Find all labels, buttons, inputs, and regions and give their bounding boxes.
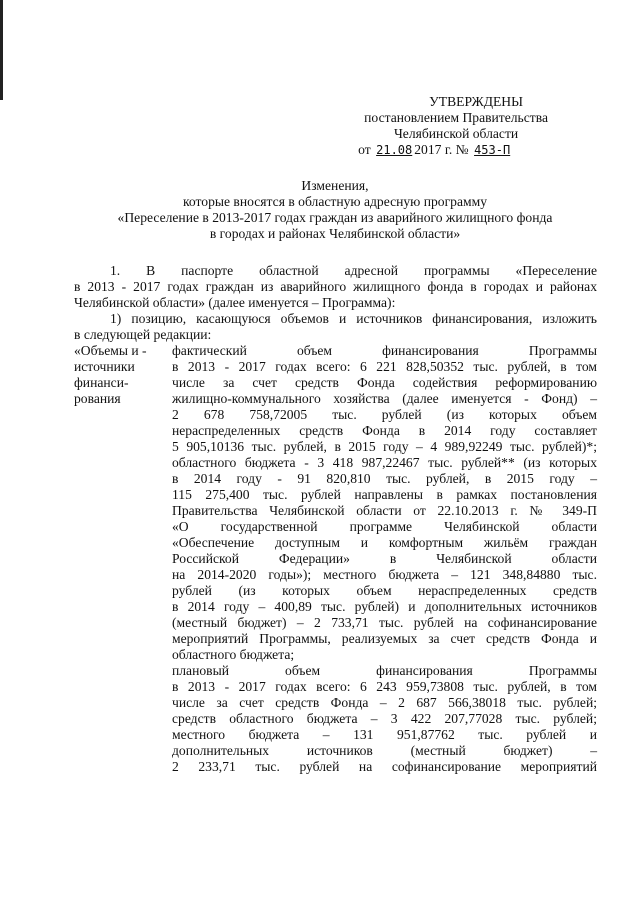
- content-line: Российской Федерации» в Челябинской области: [172, 551, 597, 566]
- content-line: рублей (из которых объем нераспределенных средств: [172, 583, 597, 598]
- content-line: местного бюджета – 131 951,87762 тыс. рублей и: [172, 727, 597, 742]
- content-line: числе за счет средств Фонда содействия реформированию: [172, 375, 597, 390]
- label-line-1: «Объемы и -: [74, 343, 147, 358]
- handwritten-number: 453-П: [474, 143, 511, 157]
- content-line: средств областного бюджета – 3 422 207,77028 тыс. рублей;: [172, 711, 597, 726]
- content-line: областного бюджета;: [172, 647, 295, 662]
- para2-line-1: 1) позицию, касающуюся объемов и источников финансирования, изложить: [110, 311, 597, 326]
- approval-line-1: постановлением Правительства: [364, 110, 548, 125]
- content-line: 2 233,71 тыс. рублей на софинансирование мероприятий: [172, 759, 597, 774]
- approval-line-2: Челябинской области: [393, 126, 519, 141]
- content-line: нераспределенных средств Фонда в 2014 году составляет: [172, 423, 597, 438]
- content-line: мероприятий Программы, реализуемых за счет средств Фонда и: [172, 631, 597, 646]
- content-line: 5 905,10136 тыс. рублей, в 2015 году – 4 989,92249 тыс. рублей)*;: [172, 439, 597, 454]
- content-line: Правительства Челябинской области от 22.10.2013 г. № 349-П: [172, 503, 597, 518]
- approval-date-line: [358, 142, 548, 158]
- content-line: 2 678 758,72005 тыс. рублей (из которых объем: [172, 407, 597, 422]
- content-line: 115 275,400 тыс. рублей направлены в рамках постановления: [172, 487, 597, 502]
- content-line: в 2014 году - 91 820,810 тыс. рублей, в 2015 году –: [172, 471, 597, 486]
- content-line: областного бюджета - 3 418 987,22467 тыс. рублей** (из которых: [172, 455, 597, 470]
- content-line: дополнительных источников (местный бюджет) –: [172, 743, 597, 758]
- document-body: [74, 263, 597, 775]
- handwritten-date: 21.08: [376, 143, 413, 157]
- content-line: фактический объем финансирования Программы: [172, 343, 597, 358]
- approval-heading: УТВЕРЖДЕНЫ: [429, 94, 523, 109]
- document-title: [70, 178, 600, 242]
- funding-label: [74, 343, 172, 775]
- content-line: в 2013 - 2017 годах всего: 6 243 959,73808 тыс. рублей, в том: [172, 679, 597, 694]
- funding-content: [172, 343, 597, 775]
- label-line-3: финанси-: [74, 375, 129, 390]
- content-line: (местный бюджет) – 2 733,71 тыс. рублей на софинансирование: [172, 615, 597, 630]
- approval-block: [358, 94, 548, 158]
- title-line-1: Изменения,: [301, 178, 369, 193]
- title-line-2: которые вносятся в областную адресную программу: [182, 194, 488, 209]
- label-line-4: рования: [74, 391, 121, 406]
- title-line-4: в городах и районах Челябинской области»: [209, 226, 461, 241]
- content-line: плановый объем финансирования Программы: [172, 663, 597, 678]
- date-prefix: от: [358, 142, 371, 157]
- label-line-2: источники: [74, 359, 135, 374]
- content-line: числе за счет средств Фонда – 2 687 566,38018 тыс. рублей;: [172, 695, 597, 710]
- page-left-edge-line: [0, 0, 3, 100]
- date-suffix: 2017 г. №: [414, 142, 469, 157]
- content-line: «О государственной программе Челябинской области: [172, 519, 597, 534]
- para1-line-1: 1. В паспорте областной адресной программы «Переселение: [110, 263, 597, 278]
- content-line: в 2014 году – 400,89 тыс. рублей) и дополнительных источников: [172, 599, 597, 614]
- para2-line-2: в следующей редакции:: [74, 327, 212, 342]
- para1-line-2: в 2013 - 2017 годах граждан из аварийного жилищного фонда в городах и районах: [74, 279, 597, 294]
- content-line: в 2013 - 2017 годах всего: 6 221 828,50352 тыс. рублей, в том: [172, 359, 597, 374]
- title-line-3: «Переселение в 2013-2017 годах граждан из аварийного жилищного фонда: [117, 210, 553, 225]
- content-line: на 2014-2020 годы»); местного бюджета – 121 348,84880 тыс.: [172, 567, 597, 582]
- content-line: «Обеспечение доступным и комфортным жильём граждан: [172, 535, 597, 550]
- content-line: жилищно-коммунального хозяйства (далее именуется - Фонд) –: [172, 391, 597, 406]
- funding-table-row: [74, 343, 597, 775]
- para1-line-3: Челябинской области» (далее именуется – Программа):: [74, 295, 396, 310]
